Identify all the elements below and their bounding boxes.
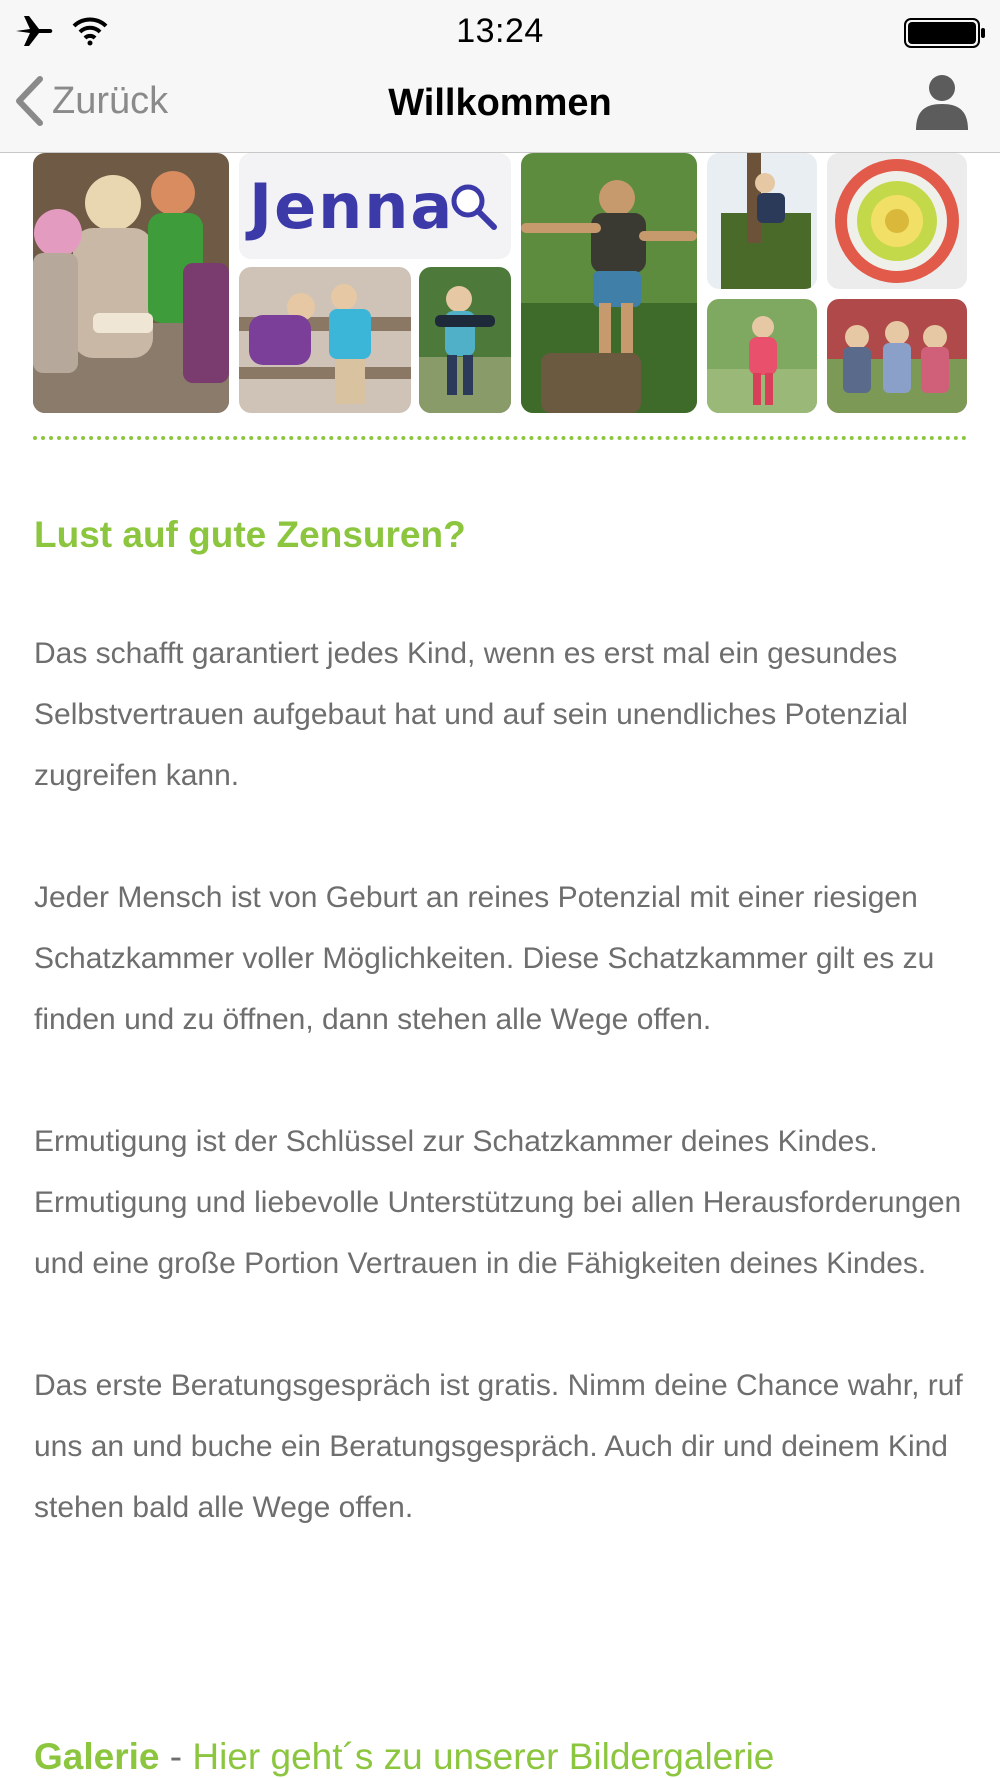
status-bar <box>0 0 1000 62</box>
collage-photo-boy-tree <box>521 153 697 413</box>
paragraph: Ermutigung ist der Schlüssel zur Schatzkammer deines Kindes. Ermutigung und liebevolle Unterstützung bei allen Herausforderungen und eine große Portion Vertrauen in die Fähigkeiten deines Kindes. <box>34 1125 962 1280</box>
collage-photo-running-child <box>419 267 511 413</box>
logo-text: Jenna <box>249 169 455 243</box>
magnifier-icon <box>448 181 498 231</box>
collage-photo-bench <box>239 267 411 413</box>
navigation-bar <box>0 62 1000 153</box>
page-title: Willkommen <box>388 82 612 124</box>
dotted-divider <box>33 436 967 440</box>
paragraph: Das schafft garantiert jedes Kind, wenn es erst mal ein gesundes Selbstvertrauen aufgebaut hat und auf sein unendliches Potenzial zugreifen kann. <box>34 637 908 792</box>
collage-photo-children-group <box>33 153 229 413</box>
photo-collage <box>33 153 967 413</box>
gallery-link[interactable]: Hier geht´s zu unserer Bildergalerie <box>192 1736 775 1777</box>
gallery-label: Galerie <box>34 1736 160 1777</box>
paragraph: Jeder Mensch ist von Geburt an reines Potenzial mit einer riesigen Schatzkammer voller Möglichkeiten. Diese Schatzkammer gilt es zu finden und zu öffnen, dann stehen alle Wege offen. <box>34 881 935 1036</box>
paragraph: Das erste Beratungsgespräch ist gratis. Nimm deine Chance wahr, ruf uns an und buche ein Beratungsgespräch. Auch dir und deinem Kind stehen bald alle Wege offen. <box>34 1369 963 1524</box>
main-content <box>34 505 974 1599</box>
gallery-line <box>34 1736 774 1778</box>
logo-tile <box>239 153 511 259</box>
user-icon[interactable] <box>914 72 970 132</box>
battery-icon <box>904 18 986 48</box>
section-heading: Lust auf gute Zensuren? <box>34 514 466 555</box>
collage-photo-child-pink <box>707 299 817 413</box>
gallery-separator: - <box>159 1736 193 1777</box>
collage-photo-paper-plate <box>827 153 967 289</box>
back-label: Zurück <box>52 79 169 122</box>
status-time: 13:24 <box>456 12 544 50</box>
collage-photo-tree-climb <box>707 153 817 289</box>
collage-photo-group-outside <box>827 299 967 413</box>
